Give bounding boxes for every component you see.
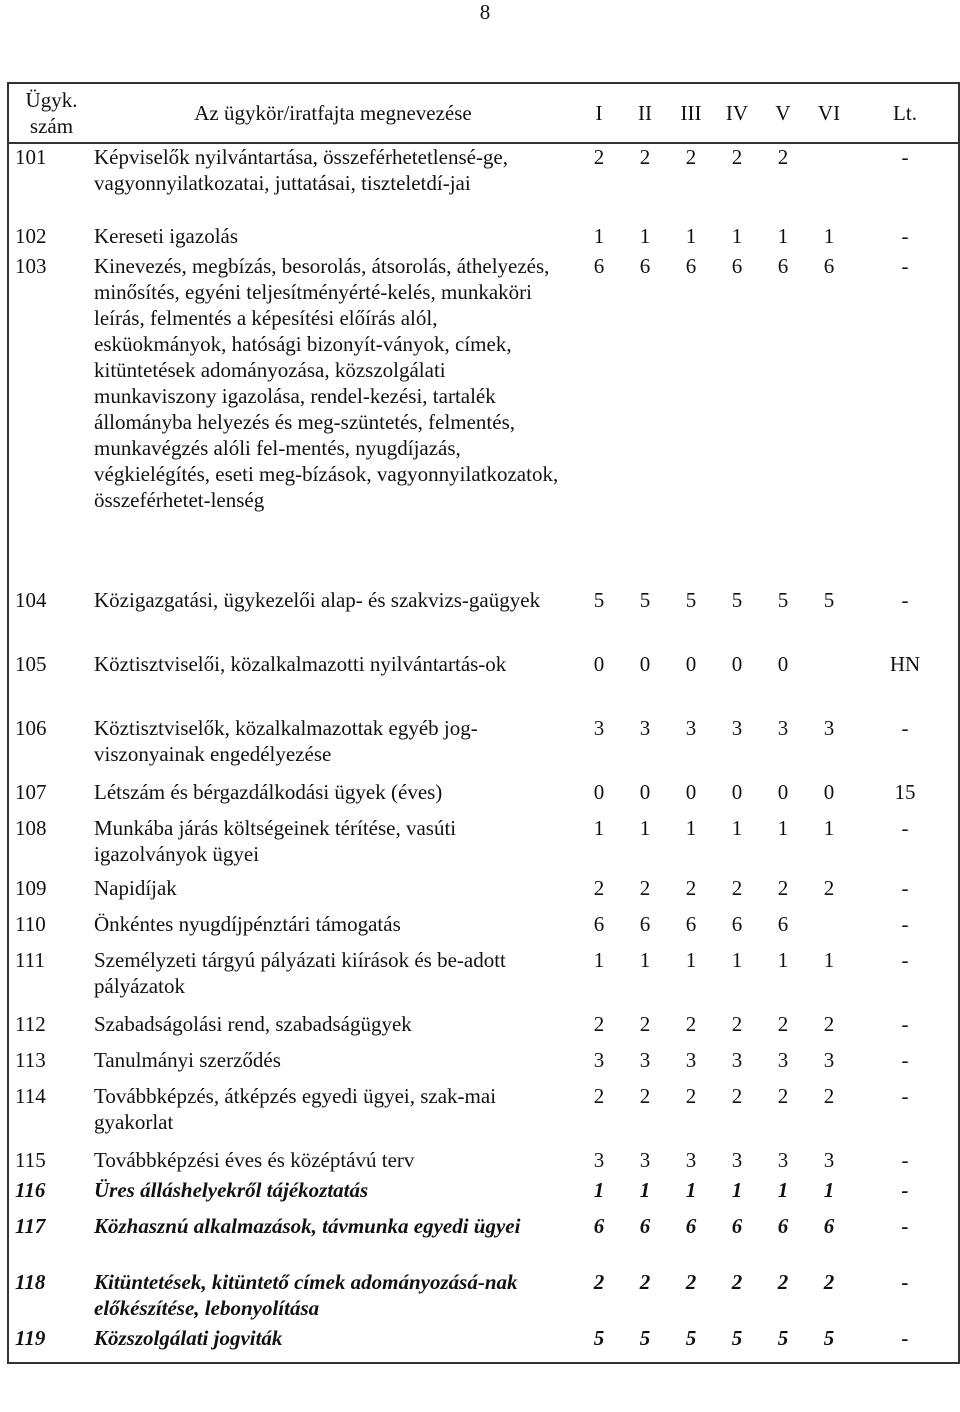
row-level-5: 1 xyxy=(777,224,789,248)
row-level-3: 0 xyxy=(685,652,697,676)
row-lt: - xyxy=(901,876,909,900)
row-name: Személyzeti tárgyú pályázati kiírások és be-adott pályázatok xyxy=(94,948,506,998)
table-row xyxy=(8,1011,959,1047)
row-number: 115 xyxy=(15,1148,46,1172)
row-level-3: 0 xyxy=(685,780,697,804)
row-level-6: 5 xyxy=(823,588,835,612)
row-level-4: 1 xyxy=(731,816,743,840)
table-row xyxy=(8,143,959,223)
row-level-1: 3 xyxy=(593,1048,605,1072)
row-level-2: 2 xyxy=(639,876,651,900)
row-level-5: 2 xyxy=(777,1270,789,1294)
row-lt: - xyxy=(901,948,909,972)
table-row xyxy=(8,253,959,587)
row-level-2: 3 xyxy=(639,1148,651,1172)
page-number: 8 xyxy=(479,0,491,24)
row-number: 114 xyxy=(15,1084,46,1108)
table-row xyxy=(8,815,959,875)
row-level-5: 5 xyxy=(777,588,789,612)
row-lt: - xyxy=(901,1178,909,1202)
header-num: Ügyk. szám xyxy=(8,83,88,143)
row-level-6: 1 xyxy=(823,224,835,248)
row-level-4: 1 xyxy=(731,1178,743,1202)
row-level-2: 0 xyxy=(639,652,651,676)
header-lt: Lt. xyxy=(852,83,959,143)
row-level-2: 6 xyxy=(639,254,651,278)
row-lt: - xyxy=(901,1270,909,1294)
row-number: 112 xyxy=(15,1012,46,1036)
row-level-2: 1 xyxy=(639,948,651,972)
row-lt: - xyxy=(901,588,909,612)
row-level-4: 3 xyxy=(731,716,743,740)
row-number: 104 xyxy=(15,588,47,612)
row-name: Tanulmányi szerződés xyxy=(94,1048,281,1072)
table-row xyxy=(8,911,959,947)
row-level-5: 6 xyxy=(777,254,789,278)
row-name: Kitüntetések, kitüntető címek adományozásá-nak előkészítése, lebonyolítása xyxy=(94,1270,518,1320)
row-name: Kinevezés, megbízás, besorolás, átsorolás, áthelyezés, minősítés, egyéni teljesítményérté-kelés, munkaköri leírás, felmentés a képesítési előírás alól, esküokmányok, hatósági bizonyít-ványok, címek, kitüntetések adományozása, közszolgálati munkaviszony igazolása, rendel-kezési, tartalék állományba helyezés és meg-szüntetés, felmentés, munkavégzés alóli fel-mentés, nyugdíjazás, végkielégítés, eseti meg-bízások, vagyonnyilatkozatok, összeférhetet-lenség xyxy=(94,254,559,512)
row-level-6: 1 xyxy=(823,948,835,972)
table-row xyxy=(8,651,959,715)
row-level-5: 2 xyxy=(777,145,789,169)
row-level-2: 1 xyxy=(639,816,651,840)
row-level-5: 1 xyxy=(777,948,789,972)
row-level-5: 1 xyxy=(777,1178,789,1202)
table-row xyxy=(8,779,959,815)
row-level-1: 1 xyxy=(593,224,605,248)
table-row xyxy=(8,947,959,1011)
row-level-5: 3 xyxy=(777,716,789,740)
row-level-6: 5 xyxy=(823,1326,835,1350)
row-lt: - xyxy=(901,1326,909,1350)
table-header xyxy=(8,83,959,143)
row-level-6: 6 xyxy=(823,1214,835,1238)
row-level-5: 1 xyxy=(777,816,789,840)
row-level-6 xyxy=(806,143,852,223)
row-level-4: 6 xyxy=(731,912,743,936)
row-level-5: 6 xyxy=(777,1214,789,1238)
row-level-6: 2 xyxy=(823,1084,835,1108)
row-level-6: 3 xyxy=(823,716,835,740)
row-name: Szabadságolási rend, szabadságügyek xyxy=(94,1012,412,1036)
row-name: Közszolgálati jogviták xyxy=(94,1326,283,1350)
row-level-4: 0 xyxy=(731,652,743,676)
row-level-3: 2 xyxy=(685,876,697,900)
row-level-6: 0 xyxy=(823,780,835,804)
row-lt: - xyxy=(901,912,909,936)
row-level-5: 2 xyxy=(777,1084,789,1108)
row-level-3: 2 xyxy=(685,1084,697,1108)
row-lt: - xyxy=(901,1048,909,1072)
row-level-6: 1 xyxy=(823,816,835,840)
row-number: 107 xyxy=(15,780,47,804)
row-level-2: 1 xyxy=(639,224,651,248)
row-name: Közigazgatási, ügykezelői alap- és szakvizs-gaügyek xyxy=(94,588,541,612)
row-level-2: 2 xyxy=(639,145,651,169)
row-level-1: 6 xyxy=(593,1214,605,1238)
row-level-2: 3 xyxy=(639,1048,651,1072)
table-row xyxy=(8,1269,959,1325)
row-level-1: 6 xyxy=(593,254,605,278)
row-level-1: 3 xyxy=(593,716,605,740)
row-level-3: 6 xyxy=(685,1214,697,1238)
row-number: 101 xyxy=(15,145,47,169)
row-level-5: 2 xyxy=(777,876,789,900)
row-level-1: 5 xyxy=(593,588,605,612)
row-level-2: 1 xyxy=(639,1178,651,1202)
row-level-3: 1 xyxy=(685,1178,697,1202)
table-row xyxy=(8,587,959,651)
header-level-1: I xyxy=(576,83,622,143)
row-level-1: 2 xyxy=(593,1012,605,1036)
row-level-1: 1 xyxy=(593,1178,605,1202)
row-level-3: 1 xyxy=(685,816,697,840)
retention-schedule-table xyxy=(7,82,960,1364)
row-level-4: 5 xyxy=(731,1326,743,1350)
header-level-6: VI xyxy=(806,83,852,143)
row-level-3: 5 xyxy=(685,1326,697,1350)
row-level-4: 1 xyxy=(731,224,743,248)
row-level-1: 1 xyxy=(593,948,605,972)
row-lt: - xyxy=(901,1084,909,1108)
row-level-5: 3 xyxy=(777,1148,789,1172)
row-level-2: 6 xyxy=(639,1214,651,1238)
row-name: Köztisztviselők, közalkalmazottak egyéb jog-viszonyainak engedélyezése xyxy=(94,716,478,766)
row-level-6: 6 xyxy=(823,254,835,278)
row-lt: - xyxy=(901,224,909,248)
row-level-3: 1 xyxy=(685,948,697,972)
row-level-2: 0 xyxy=(639,780,651,804)
row-level-3: 2 xyxy=(685,145,697,169)
row-level-4: 1 xyxy=(731,948,743,972)
row-lt: - xyxy=(901,254,909,278)
row-level-3: 3 xyxy=(685,716,697,740)
row-level-4: 6 xyxy=(731,1214,743,1238)
row-level-4: 2 xyxy=(731,876,743,900)
header-name: Az ügykör/iratfajta megnevezése xyxy=(88,83,576,143)
row-level-4: 3 xyxy=(731,1048,743,1072)
row-level-3: 1 xyxy=(685,224,697,248)
row-level-2: 2 xyxy=(639,1012,651,1036)
row-lt: - xyxy=(901,816,909,840)
row-level-1: 2 xyxy=(593,876,605,900)
row-level-2: 2 xyxy=(639,1084,651,1108)
row-level-1: 2 xyxy=(593,1270,605,1294)
row-level-4: 5 xyxy=(731,588,743,612)
row-level-5: 5 xyxy=(777,1326,789,1350)
row-level-4: 2 xyxy=(731,1270,743,1294)
row-name: Munkába járás költségeinek térítése, vasúti igazolványok ügyei xyxy=(94,816,457,866)
row-number: 106 xyxy=(15,716,47,740)
row-level-1: 0 xyxy=(593,652,605,676)
row-level-1: 2 xyxy=(593,1084,605,1108)
row-number: 102 xyxy=(15,224,47,248)
row-lt: - xyxy=(901,1214,909,1238)
row-name: Létszám és bérgazdálkodási ügyek (éves) xyxy=(94,780,443,804)
row-level-3: 2 xyxy=(685,1270,697,1294)
row-number: 117 xyxy=(15,1214,46,1238)
row-name: Kereseti igazolás xyxy=(94,224,239,248)
row-level-5: 6 xyxy=(777,912,789,936)
row-name: Továbbképzési éves és középtávú terv xyxy=(94,1148,415,1172)
row-name: Képviselők nyilvántartása, összeférhetetlensé-ge, vagyonnyilatkozatai, juttatásai, tiszteletdí-jai xyxy=(94,145,509,195)
row-level-2: 6 xyxy=(639,912,651,936)
row-number: 118 xyxy=(15,1270,46,1294)
row-level-5: 2 xyxy=(777,1012,789,1036)
row-level-2: 5 xyxy=(639,1326,651,1350)
table-row xyxy=(8,1325,959,1363)
row-lt: - xyxy=(901,145,909,169)
row-level-3: 2 xyxy=(685,1012,697,1036)
row-name: Közhasznú alkalmazások, távmunka egyedi ügyei xyxy=(94,1214,521,1238)
row-level-6 xyxy=(806,651,852,715)
row-level-6: 2 xyxy=(823,1270,835,1294)
row-number: 109 xyxy=(15,876,47,900)
row-name: Üres álláshelyekről tájékoztatás xyxy=(94,1178,369,1202)
table-row xyxy=(8,875,959,911)
table-row xyxy=(8,223,959,253)
row-name: Továbbképzés, átképzés egyedi ügyei, szak-mai gyakorlat xyxy=(94,1084,497,1134)
row-level-5: 0 xyxy=(777,780,789,804)
row-level-3: 3 xyxy=(685,1148,697,1172)
table-row xyxy=(8,715,959,779)
row-level-5: 0 xyxy=(777,652,789,676)
row-lt: 15 xyxy=(894,780,916,804)
row-level-3: 6 xyxy=(685,912,697,936)
row-level-4: 6 xyxy=(731,254,743,278)
row-level-1: 6 xyxy=(593,912,605,936)
table-row xyxy=(8,1147,959,1177)
row-level-6: 3 xyxy=(823,1048,835,1072)
row-level-6: 3 xyxy=(823,1148,835,1172)
row-level-4: 0 xyxy=(731,780,743,804)
row-level-2: 3 xyxy=(639,716,651,740)
row-level-3: 3 xyxy=(685,1048,697,1072)
row-level-6: 1 xyxy=(823,1178,835,1202)
row-level-2: 5 xyxy=(639,588,651,612)
row-lt: - xyxy=(901,716,909,740)
row-name: Napidíjak xyxy=(94,876,177,900)
row-level-3: 6 xyxy=(685,254,697,278)
row-number: 119 xyxy=(15,1326,46,1350)
row-number: 116 xyxy=(15,1178,46,1202)
row-level-3: 5 xyxy=(685,588,697,612)
row-number: 113 xyxy=(15,1048,46,1072)
row-number: 110 xyxy=(15,912,46,936)
row-level-4: 2 xyxy=(731,1012,743,1036)
row-level-1: 5 xyxy=(593,1326,605,1350)
row-lt: HN xyxy=(889,652,921,676)
header-level-3: III xyxy=(668,83,714,143)
table-row xyxy=(8,1177,959,1213)
row-level-2: 2 xyxy=(639,1270,651,1294)
row-name: Köztisztviselői, közalkalmazotti nyilvántartás-ok xyxy=(94,652,507,676)
header-level-4: IV xyxy=(714,83,760,143)
row-level-4: 2 xyxy=(731,1084,743,1108)
row-number: 105 xyxy=(15,652,47,676)
table-row xyxy=(8,1213,959,1269)
row-level-1: 0 xyxy=(593,780,605,804)
row-lt: - xyxy=(901,1012,909,1036)
row-level-6 xyxy=(806,911,852,947)
row-lt: - xyxy=(901,1148,909,1172)
row-level-1: 1 xyxy=(593,816,605,840)
row-name: Önkéntes nyugdíjpénztári támogatás xyxy=(94,912,401,936)
table-row xyxy=(8,1083,959,1147)
header-level-2: II xyxy=(622,83,668,143)
row-number: 108 xyxy=(15,816,47,840)
row-level-6: 2 xyxy=(823,1012,835,1036)
row-number: 111 xyxy=(15,948,45,972)
row-level-4: 2 xyxy=(731,145,743,169)
row-level-6: 2 xyxy=(823,876,835,900)
row-level-4: 3 xyxy=(731,1148,743,1172)
row-level-5: 3 xyxy=(777,1048,789,1072)
row-number: 103 xyxy=(15,254,47,278)
row-level-1: 3 xyxy=(593,1148,605,1172)
header-level-5: V xyxy=(760,83,806,143)
row-level-1: 2 xyxy=(593,145,605,169)
table-row xyxy=(8,1047,959,1083)
